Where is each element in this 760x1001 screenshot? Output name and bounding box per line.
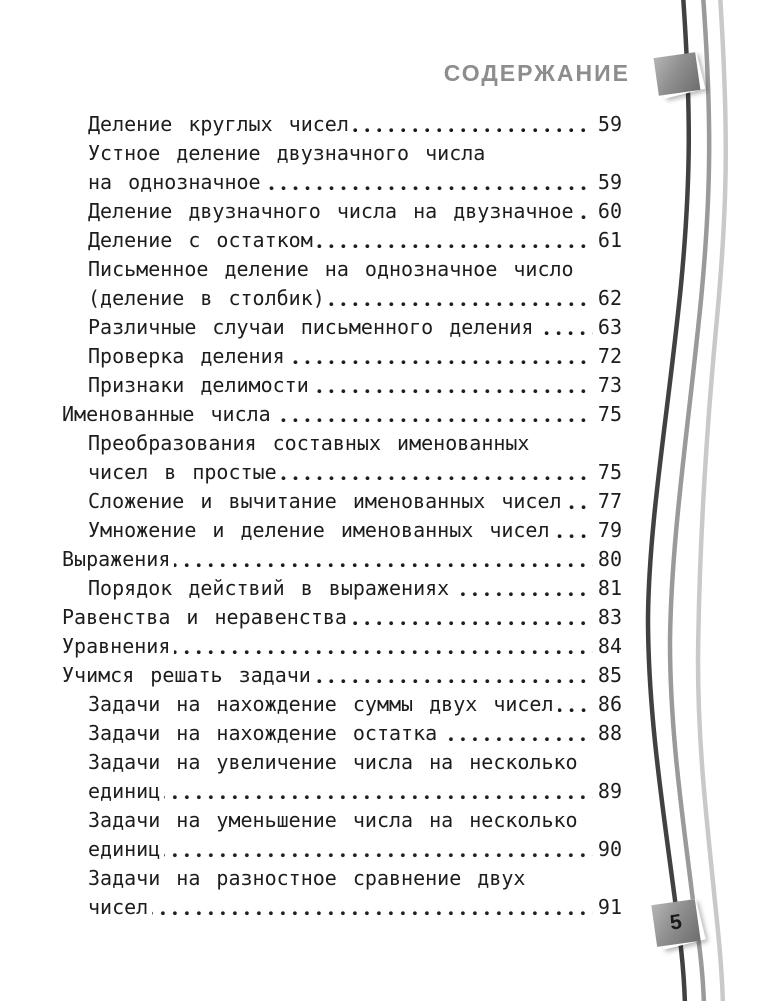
toc-entry-page: 59 (597, 112, 622, 136)
toc-entry-title: чисел (88, 895, 149, 919)
toc-entry (62, 516, 622, 545)
toc-entry-title: на однозначное (88, 170, 261, 194)
dot-leader (353, 128, 593, 133)
toc-entry (62, 748, 622, 806)
dot-leader (164, 853, 593, 858)
toc-entry-title: Порядок действий в выражениях (88, 576, 450, 600)
dot-leader (453, 592, 593, 597)
toc-entry (62, 545, 622, 574)
toc-entry-title: Учимся решать задачи (62, 663, 311, 687)
toc-entry-title: Задачи на нахождение суммы двух чисел (88, 692, 554, 716)
toc-entry-title: Деление двузначного числа на двузначное (88, 199, 574, 223)
toc-entry (62, 110, 622, 139)
dot-leader (441, 737, 593, 742)
wavy-line-dark (648, 0, 689, 1001)
toc-entry-page: 75 (597, 402, 622, 426)
toc-entry (62, 574, 622, 603)
toc-entry (62, 690, 622, 719)
toc-entry (62, 226, 622, 255)
toc-entry-page: 80 (597, 547, 622, 571)
toc-entry-page: 88 (597, 721, 622, 745)
toc-entry-title: Деление с остатком (88, 228, 313, 252)
toc-entry (62, 661, 622, 690)
toc-entry-title: единиц (88, 837, 161, 861)
dot-leader (313, 389, 593, 394)
toc-entry (62, 313, 622, 342)
dot-leader (174, 563, 593, 568)
dot-leader (265, 186, 593, 191)
toc-entry-page: 61 (597, 228, 622, 252)
dot-leader (566, 505, 593, 510)
toc-entry-page: 60 (597, 199, 622, 223)
dot-leader (289, 360, 593, 365)
toc-entry-title: Задачи на уменьшение числа на несколько (88, 808, 578, 832)
toc-entry-page: 86 (597, 692, 622, 716)
toc-entry-title: Именованные числа (62, 402, 271, 426)
toc-entry-title: Признаки делимости (88, 373, 309, 397)
toc-entry-page: 77 (597, 489, 622, 513)
dot-leader (275, 418, 593, 423)
toc-heading: СОДЕРЖАНИЕ (443, 60, 630, 86)
toc-entry-page: 59 (597, 170, 622, 194)
toc-entry-title: Задачи на нахождение остатка (88, 721, 438, 745)
toc-entry-page: 90 (597, 837, 622, 861)
dot-leader (554, 534, 593, 539)
toc-entry (62, 342, 622, 371)
toc-entry-title: Задачи на разностное сравнение двух (88, 866, 526, 890)
toc-entry-title: Равенства и неравенства (62, 605, 347, 629)
toc-entry-title: Умножение и деление именованных чисел (88, 518, 550, 542)
dot-leader (317, 244, 593, 249)
toc-entry-page: 85 (597, 663, 622, 687)
toc-entry-title: единиц (88, 779, 161, 803)
toc-entry-page: 75 (597, 460, 622, 484)
dot-leader (281, 476, 593, 481)
toc-entry-title: Сложение и вычитание именованных чисел (88, 489, 562, 513)
corner-marker-top (656, 55, 698, 93)
toc-entry-page: 83 (597, 605, 622, 629)
toc-entry-page: 81 (597, 576, 622, 600)
toc-entry-page: 89 (597, 779, 622, 803)
wavy-line-light (698, 0, 726, 1001)
toc-entry (62, 487, 622, 516)
toc-entry (62, 371, 622, 400)
toc-entry (62, 197, 622, 226)
corner-marker-face (654, 52, 701, 95)
toc-entry-title: Проверка деления (88, 344, 285, 368)
toc-entry-page: 91 (597, 895, 622, 919)
toc-entry-page: 62 (597, 286, 622, 310)
toc-entry-page: 72 (597, 344, 622, 368)
toc-entry-title: Преобразования составных именованных (88, 431, 530, 455)
toc-entry-page: 73 (597, 373, 622, 397)
dot-leader (351, 621, 593, 626)
page-number-badge (654, 902, 698, 944)
toc-entry-page: 84 (597, 634, 622, 658)
dot-leader (152, 911, 593, 916)
toc-entry-title: (деление в столбик) (88, 286, 325, 310)
toc-entry (62, 632, 622, 661)
toc-entry-title: чисел в простые (88, 460, 277, 484)
dot-leader (315, 679, 593, 684)
toc-entry-page: 63 (597, 315, 622, 339)
toc-entry-title: Деление круглых чисел (88, 112, 349, 136)
toc-entry (62, 400, 622, 429)
dot-leader (537, 331, 592, 336)
toc-entry-title: Письменное деление на однозначное число (88, 257, 574, 281)
toc-entry (62, 429, 622, 487)
toc-entry-title: Устное деление двузначного числа (88, 141, 486, 165)
toc-entry (62, 603, 622, 632)
toc-entry (62, 255, 622, 313)
dot-leader (329, 302, 593, 307)
toc-entry-title: Задачи на увеличение числа на несколько (88, 750, 578, 774)
dot-leader (578, 215, 593, 220)
toc-entry-title: Уравнения (62, 634, 171, 658)
toc-entry-page: 79 (597, 518, 622, 542)
toc-entry (62, 719, 622, 748)
toc-entry (62, 864, 622, 922)
dot-leader (174, 650, 593, 655)
toc-list (62, 110, 622, 922)
page-number-badge-face (651, 899, 700, 947)
toc-entry-title: Различные случаи письменного деления (88, 315, 534, 339)
dot-leader (164, 795, 593, 800)
toc-entry (62, 139, 622, 197)
toc-entry-title: Выражения (62, 547, 171, 571)
page-number: 5 (668, 910, 684, 935)
dot-leader (558, 708, 593, 713)
toc-entry (62, 806, 622, 864)
